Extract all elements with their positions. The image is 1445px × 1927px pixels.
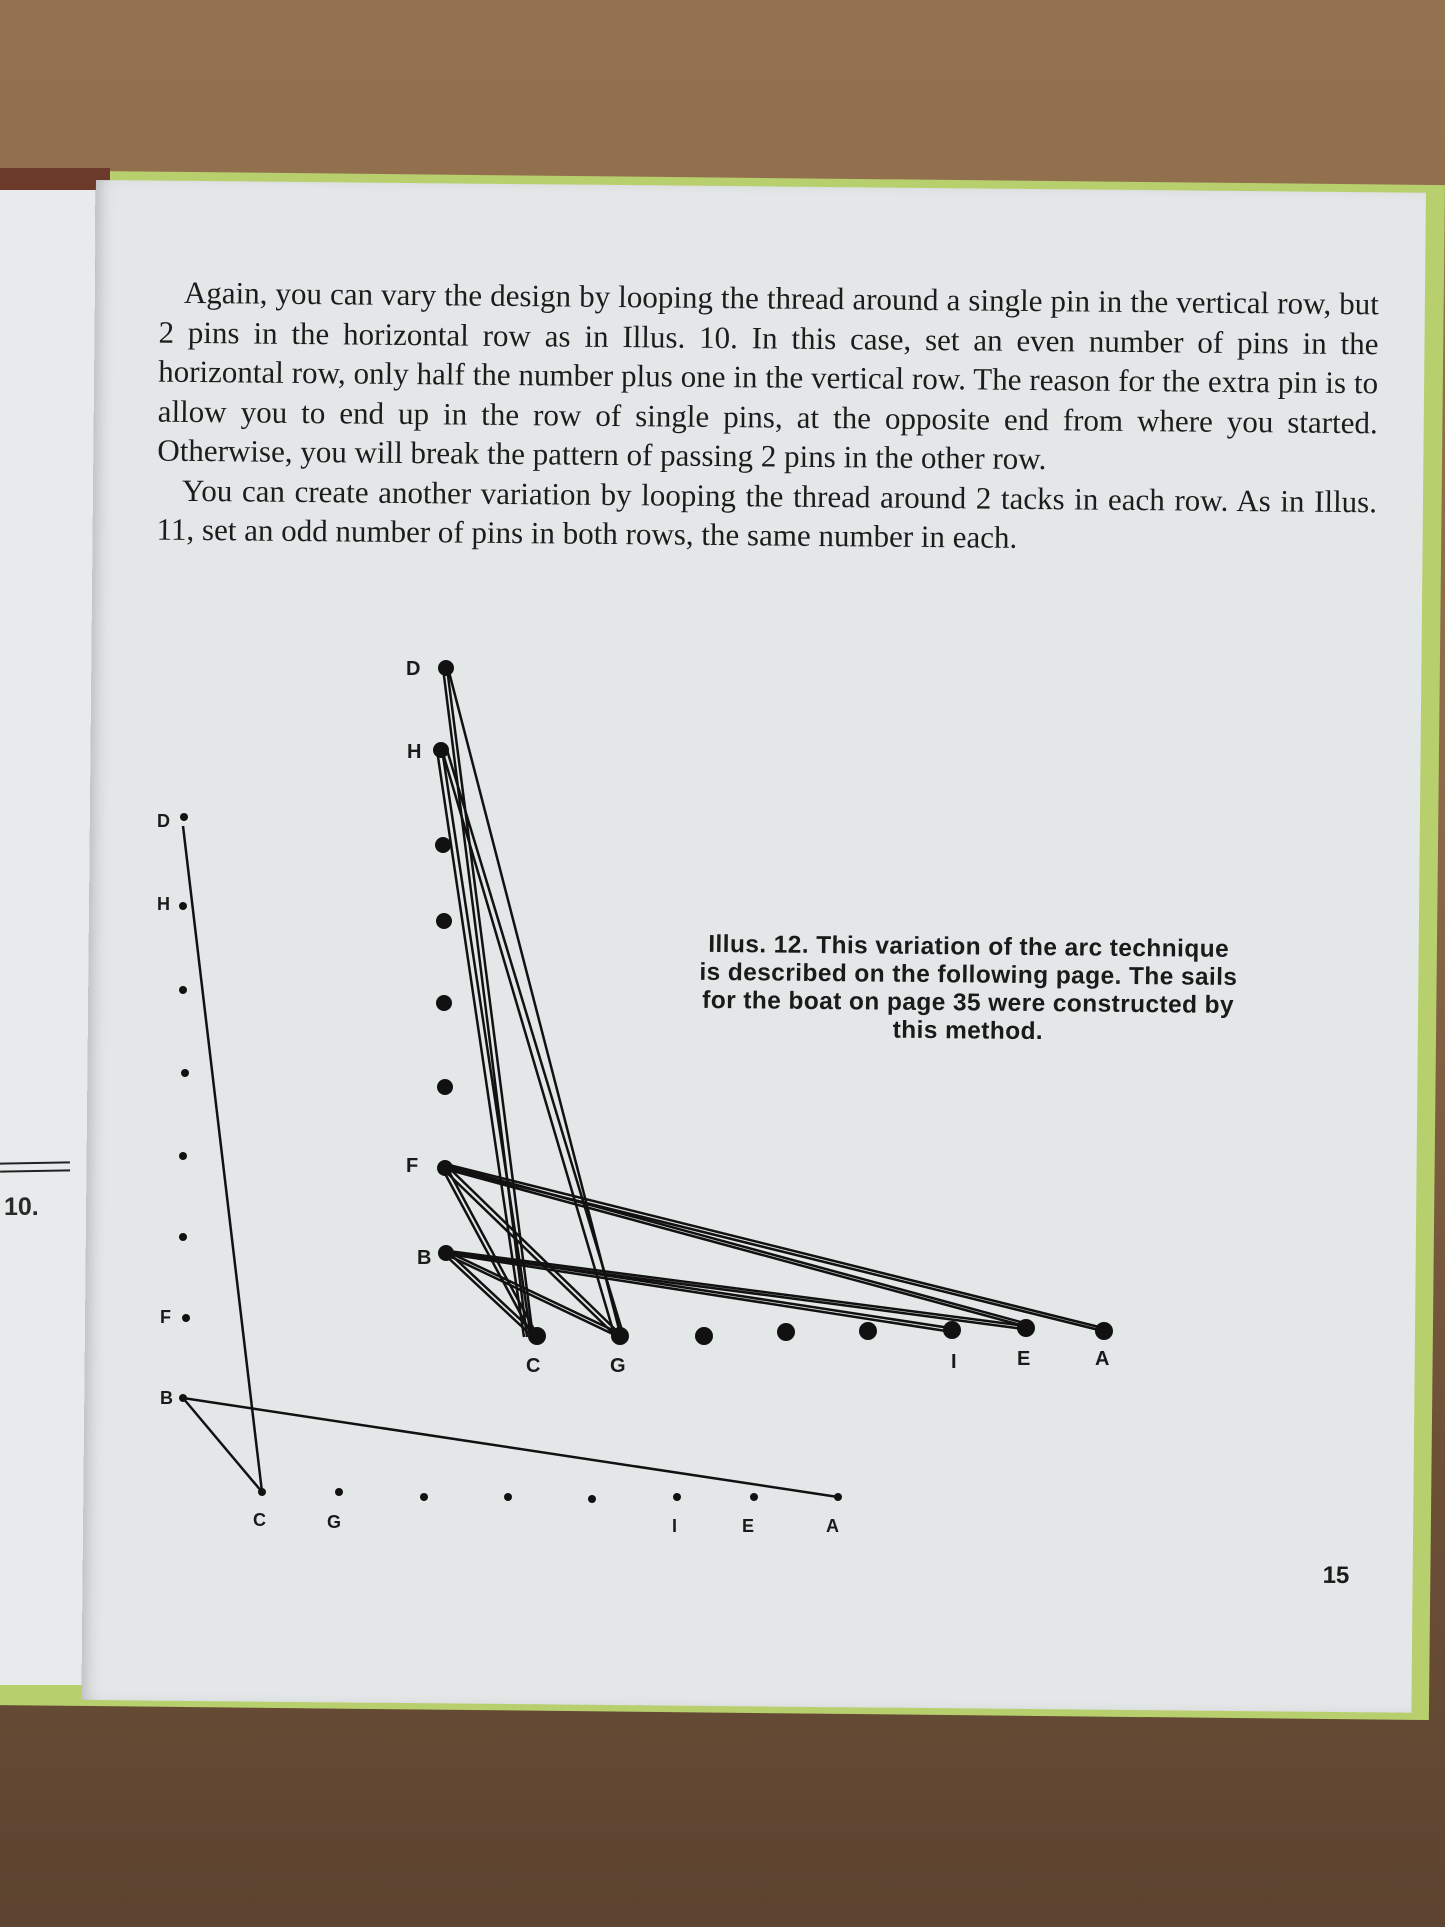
pin [437,1160,453,1176]
pin [179,986,187,994]
pin [179,902,187,910]
pin [335,1488,343,1496]
pin-label-b: B [417,1247,432,1269]
pin [179,1233,187,1241]
pin-label-a: A [1095,1348,1110,1370]
pin [1095,1322,1113,1340]
illus-12-threads [437,668,1107,1337]
pin [777,1323,795,1341]
pin [181,1069,189,1077]
illus-12-labels [406,658,1109,1377]
pin [182,1314,190,1322]
pin [435,837,451,853]
pin [588,1495,596,1503]
pin-label-e: E [1017,1348,1031,1370]
pin-label-g: G [610,1355,626,1377]
pin [438,1245,454,1261]
illustration-caption: Illus. 12. This variation of the arc technique is described on the following page. The sails for the boat on page 35 were constructed by this method. [699,930,1238,1046]
pin [258,1488,266,1496]
pin-label-c: C [253,1510,266,1530]
pin [695,1327,713,1345]
pin-label-i: I [951,1351,957,1373]
pin-label-b: B [160,1388,173,1408]
pin-label-f: F [160,1307,171,1327]
pin [179,1394,187,1402]
pin-label-c: C [526,1355,541,1377]
paragraph-1: Again, you can vary the design by looping the thread around a single pin in the vertical row, but 2 pins in the horizontal row as in Illus. 10. In this case, set an even number of pins in the horizontal row, only half the number plus one in the vertical row. The reason for the extra pin is to allow you to end up in the row of single pins, at the opposite end from where you started. Otherwise, you will break the pattern of passing 2 pins in the other row. [157,274,1380,477]
page-number: 15 [1322,1561,1350,1590]
pin [859,1322,877,1340]
left-page-figure-number: 10. [4,1193,39,1221]
pin-label-d: D [157,811,170,831]
pin [673,1493,681,1501]
pin [433,742,449,758]
pin [437,1079,453,1095]
pin-label-h: H [157,894,170,914]
pin-label-a: A [826,1516,839,1536]
pin-label-g: G [327,1512,342,1532]
pin [1017,1319,1035,1337]
pin [611,1327,629,1345]
pin [179,1152,187,1160]
thread-d-c [183,826,262,1492]
pin [420,1493,428,1501]
pin [438,660,454,676]
pin-label-e: E [742,1516,755,1536]
pin [436,913,452,929]
thread-b-a [183,1398,838,1497]
pin [436,995,452,1011]
pin-label-d: D [406,658,421,680]
pin-label-h: H [407,741,422,763]
thread-b-c [183,1398,262,1492]
pin-label-i: I [672,1516,678,1536]
pin [528,1327,546,1345]
pin [180,813,188,821]
pin [943,1321,961,1339]
pin-label-f: F [406,1155,419,1177]
pin [504,1493,512,1501]
paragraph-2: You can create another variation by looping the thread around 2 tacks in each row. As in Illus. 11, set an odd number of pins in both rows, the same number in each. [156,472,1378,555]
pin [750,1493,758,1501]
pin [834,1493,842,1501]
